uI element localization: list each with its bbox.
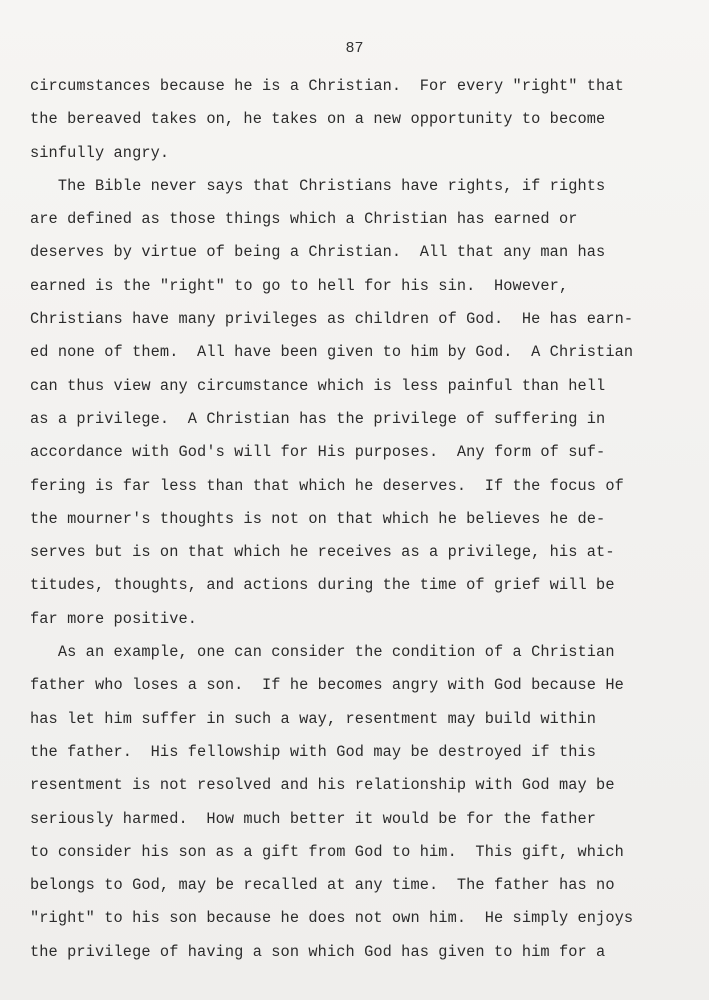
text-line: can thus view any circumstance which is less painful than hell xyxy=(30,376,606,395)
text-line: The Bible never says that Christians have rights, if rights xyxy=(30,176,606,195)
text-line: earned is the "right" to go to hell for his sin. However, xyxy=(30,276,569,295)
text-line: has let him suffer in such a way, resentment may build within xyxy=(30,709,597,728)
text-line: the mourner's thoughts is not on that which he believes he de- xyxy=(30,509,606,528)
text-line: resentment is not resolved and his relationship with God may be xyxy=(30,776,615,795)
text-line: "right" to his son because he does not own him. He simply enjoys xyxy=(30,909,634,928)
text-line: sinfully angry. xyxy=(30,143,170,162)
text-line: belongs to God, may be recalled at any time. The father has no xyxy=(30,876,615,895)
text-line: father who loses a son. If he becomes angry with God because He xyxy=(30,676,624,695)
text-line: circumstances because he is a Christian. For every "right" that xyxy=(30,77,624,95)
text-line: fering is far less than that which he deserves. If the focus of xyxy=(30,476,624,495)
text-line: the bereaved takes on, he takes on a new opportunity to become xyxy=(30,110,606,129)
text-line: as a privilege. A Christian has the privilege of suffering in xyxy=(30,409,606,428)
body-text xyxy=(30,70,680,969)
text-line: seriously harmed. How much better it would be for the father xyxy=(30,809,597,828)
text-line: far more positive. xyxy=(30,609,198,628)
text-line: the father. His fellowship with God may be destroyed if this xyxy=(30,742,597,761)
text-line: ed none of them. All have been given to him by God. A Christian xyxy=(30,343,634,362)
text-line: Christians have many privileges as children of God. He has earn- xyxy=(30,310,634,329)
text-line: titudes, thoughts, and actions during the time of grief will be xyxy=(30,576,615,595)
text-line: are defined as those things which a Christian has earned or xyxy=(30,210,578,229)
text-line: As an example, one can consider the condition of a Christian xyxy=(30,643,615,662)
text-line: the privilege of having a son which God has given to him for a xyxy=(30,942,606,961)
text-line: accordance with God's will for His purposes. Any form of suf- xyxy=(30,443,606,462)
text-line: deserves by virtue of being a Christian. All that any man has xyxy=(30,243,606,262)
text-line: to consider his son as a gift from God to him. This gift, which xyxy=(30,842,624,861)
text-line: serves but is on that which he receives as a privilege, his at- xyxy=(30,543,615,562)
page-number: 87 xyxy=(345,40,364,57)
